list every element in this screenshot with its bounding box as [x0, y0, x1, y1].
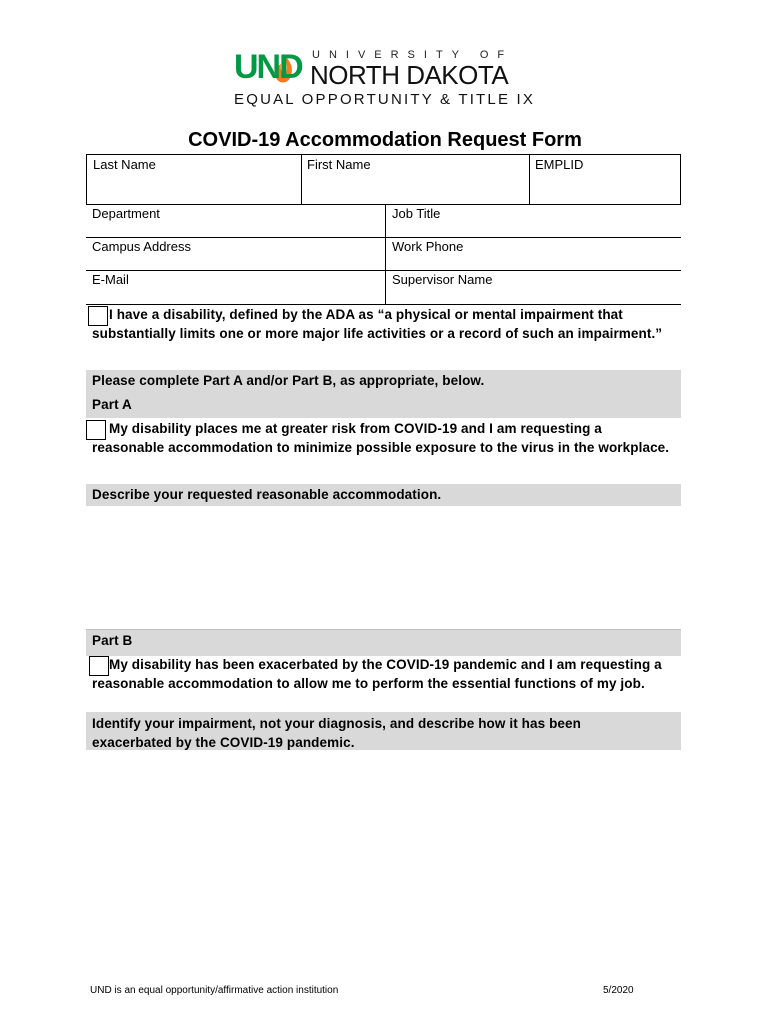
part-b-shade	[86, 629, 681, 656]
first-name-label: First Name	[307, 157, 371, 172]
part-a-statement: My disability places me at greater risk from COVID-19 and I am requesting a reasonable accommodation to minimize possible exposure to the virus in the workplace.	[92, 421, 670, 455]
last-name-field[interactable]	[86, 154, 302, 205]
part-a-prompt: Describe your requested reasonable accommodation.	[92, 487, 442, 502]
form-title: COVID-19 Accommodation Request Form	[188, 129, 582, 151]
work-phone-field[interactable]	[385, 237, 681, 271]
instructions-text: Please complete Part A and/or Part B, as appropriate, below.	[92, 373, 485, 388]
job-title-field[interactable]	[385, 204, 681, 238]
supervisor-name-field[interactable]	[385, 270, 681, 305]
footer-date: 5/2020	[603, 985, 634, 996]
logo-north-dakota: NORTH DAKOTA	[310, 60, 509, 90]
department-label: Department	[92, 206, 160, 221]
part-b-heading: Part B	[92, 633, 133, 648]
footer-equal-opportunity: UND is an equal opportunity/affirmative action institution	[90, 985, 339, 996]
campus-address-label: Campus Address	[92, 239, 191, 254]
last-name-label: Last Name	[93, 157, 156, 172]
supervisor-name-label: Supervisor Name	[392, 272, 493, 287]
disability-statement: I have a disability, defined by the ADA as “a physical or mental impairment that substantially limits one or more major life activities or a record of such an impairment.”	[92, 307, 663, 341]
logo-university-of: UNIVERSITY OF	[312, 49, 514, 61]
job-title-label: Job Title	[392, 206, 441, 221]
part-b-prompt: Identify your impairment, not your diagnosis, and describe how it has been exacerbated by the COVID-19 pandemic.	[92, 716, 581, 750]
campus-address-field[interactable]	[86, 237, 386, 271]
first-name-field[interactable]	[301, 154, 530, 205]
work-phone-label: Work Phone	[392, 239, 464, 254]
emplid-label: EMPLID	[535, 157, 584, 172]
part-b-statement: My disability has been exacerbated by the COVID-19 pandemic and I am requesting a reasonable accommodation to allow me to perform the essential functions of my job.	[92, 657, 662, 691]
part-b-response-area[interactable]	[86, 751, 681, 971]
email-label: E-Mail	[92, 272, 129, 287]
emplid-field[interactable]	[529, 154, 681, 205]
part-a-heading: Part A	[92, 397, 132, 412]
department-field[interactable]	[86, 204, 386, 238]
email-field[interactable]	[86, 270, 386, 305]
logo-subtitle: EQUAL OPPORTUNITY & TITLE IX	[234, 91, 536, 108]
part-a-response-area[interactable]	[86, 507, 681, 629]
logo-und-text: UND	[234, 48, 302, 86]
